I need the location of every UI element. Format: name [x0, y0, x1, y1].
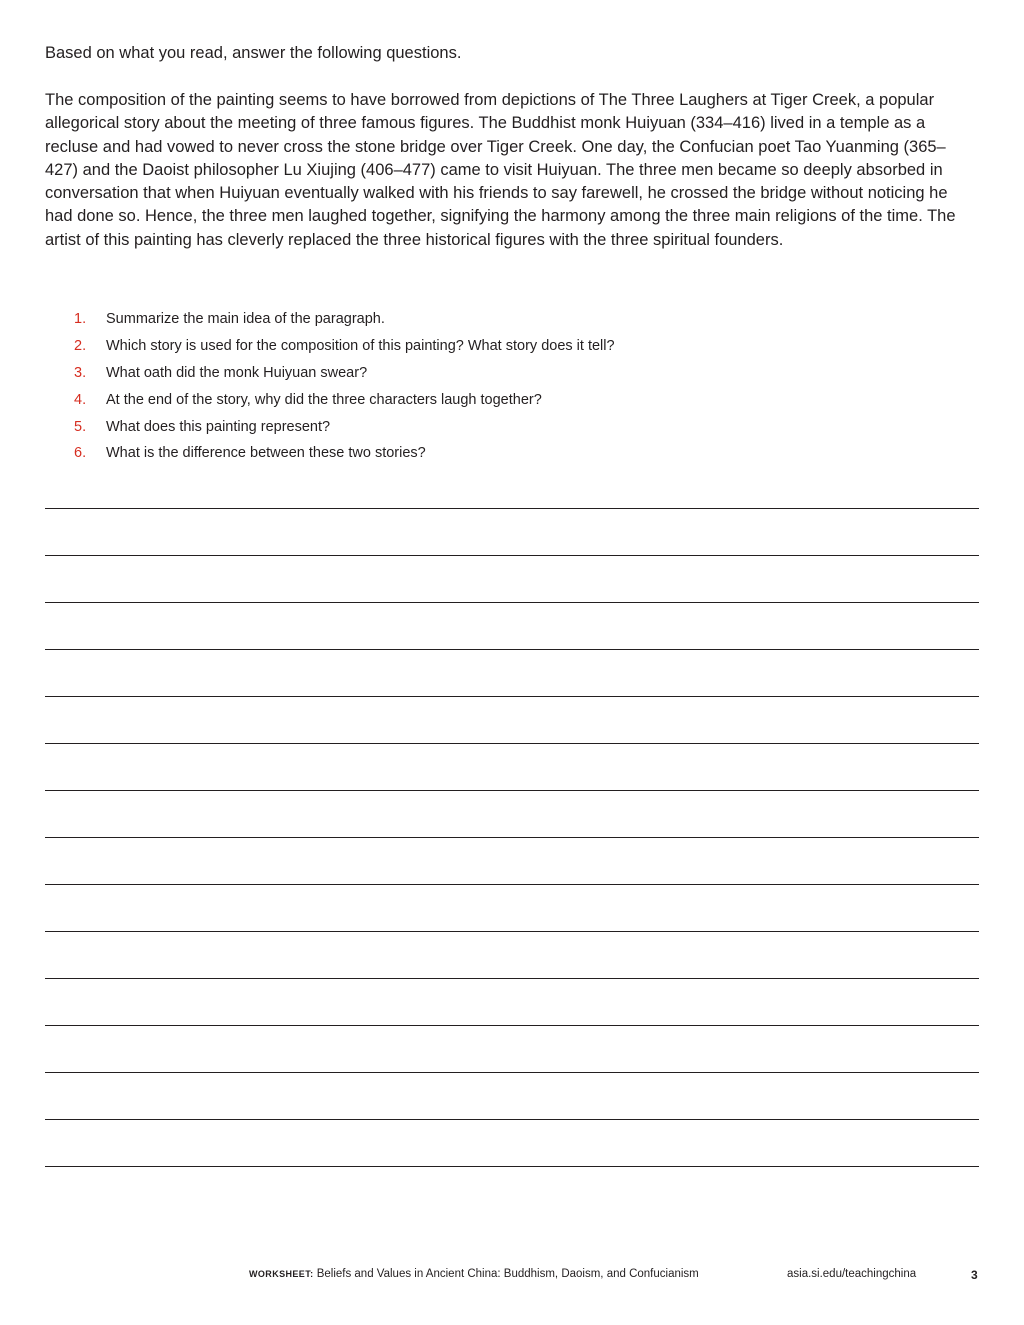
- answer-line: [45, 790, 979, 791]
- question-item: [74, 360, 615, 387]
- question-item: [74, 413, 615, 440]
- footer-label: [249, 1268, 699, 1280]
- answer-line: [45, 649, 979, 650]
- instructions-text: Based on what you read, answer the following questions.: [45, 44, 462, 62]
- answer-line: [45, 978, 979, 979]
- question-text: Which story is used for the composition of this painting? What story does it tell?: [106, 338, 615, 355]
- question-number: 3.: [74, 364, 87, 381]
- question-text: Summarize the main idea of the paragraph.: [106, 311, 385, 328]
- footer-title: Beliefs and Values in Ancient China: Buddhism, Daoism, and Confucianism: [313, 1268, 699, 1280]
- question-item: [74, 440, 615, 467]
- question-number: 1.: [74, 311, 87, 328]
- answer-line: [45, 837, 979, 838]
- answer-line: [45, 1166, 979, 1167]
- question-number: 4.: [74, 391, 87, 408]
- question-number: 5.: [74, 418, 87, 435]
- question-text: At the end of the story, why did the three characters laugh together?: [106, 391, 542, 408]
- question-item: [74, 306, 615, 333]
- answer-line: [45, 1072, 979, 1073]
- question-text: What oath did the monk Huiyuan swear?: [106, 364, 368, 381]
- footer-url: asia.si.edu/teachingchina: [787, 1268, 917, 1280]
- footer-keyword: WORKSHEET:: [249, 1269, 314, 1279]
- answer-line: [45, 884, 979, 885]
- answer-lines-area: [45, 508, 979, 1213]
- page-number: 3: [971, 1268, 978, 1282]
- page-footer: [0, 1268, 1024, 1282]
- question-item: [74, 386, 615, 413]
- answer-line: [45, 602, 979, 603]
- answer-line: [45, 508, 979, 509]
- question-list: [74, 306, 615, 467]
- answer-line: [45, 696, 979, 697]
- answer-line: [45, 1119, 979, 1120]
- question-text: What does this painting represent?: [106, 418, 331, 435]
- question-item: [74, 333, 615, 360]
- question-number: 2.: [74, 338, 87, 355]
- answer-line: [45, 743, 979, 744]
- answer-line: [45, 931, 979, 932]
- question-number: 6.: [74, 445, 87, 462]
- answer-line: [45, 555, 979, 556]
- question-text: What is the difference between these two stories?: [106, 445, 426, 462]
- answer-line: [45, 1025, 979, 1026]
- reading-paragraph: The composition of the painting seems to have borrowed from depictions of The Three Laughers at Tiger Creek, a popular allegorical story about the meeting of three famous figures. The Buddhist monk Huiyuan (334–416) lived in a temple as a recluse and had vowed to never cross the stone bridge over Tiger Creek. One day, the Confucian poet Tao Yuanming (365–427) and the Daoist philosopher Lu Xiujing (406–477) came to visit Huiyuan. The three men became so deeply absorbed in conversation that when Huiyuan eventually walked with his friends to say farewell, he crossed the bridge without noticing he had done so. Hence, the three men laughed together, signifying the harmony among the three main religions of the time. The artist of this painting has cleverly replaced the three historical figures with the three spiritual founders.: [45, 91, 956, 249]
